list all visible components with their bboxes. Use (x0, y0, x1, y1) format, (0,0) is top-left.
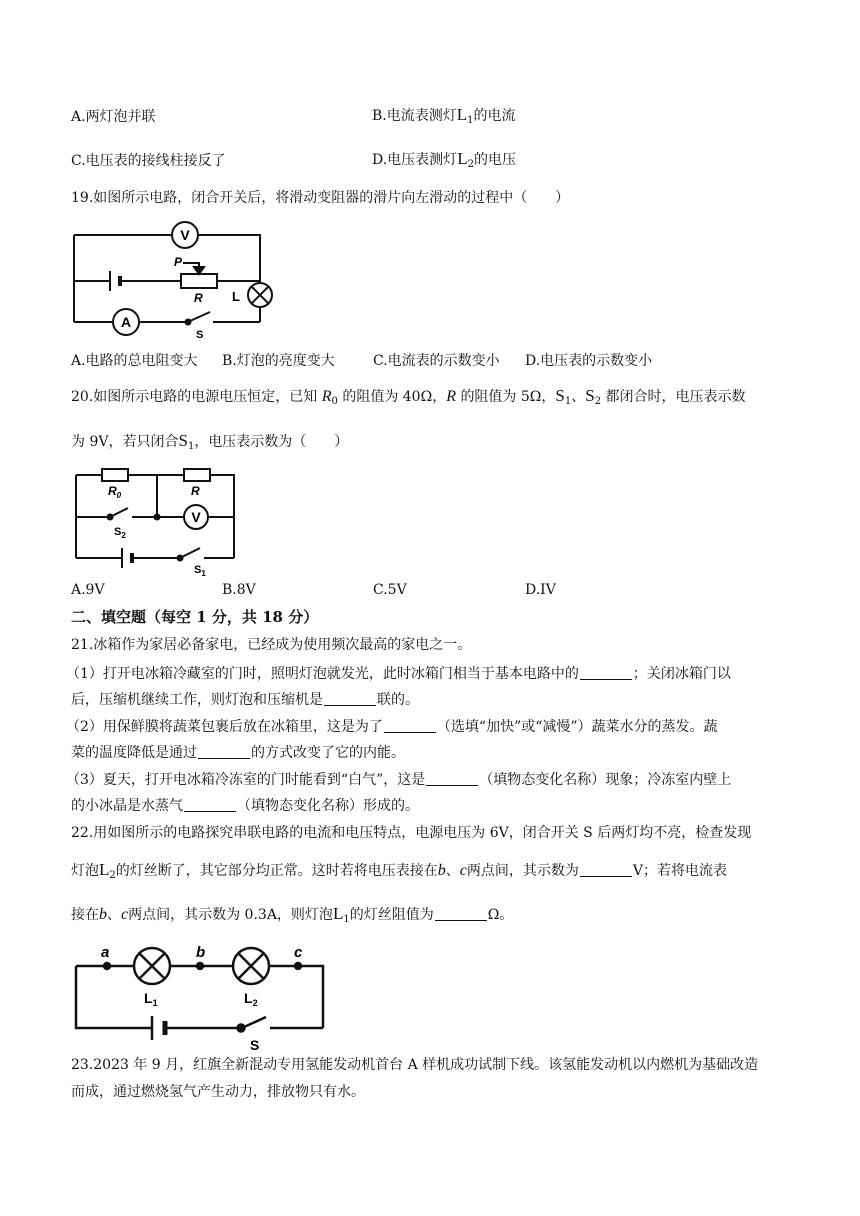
q20-s2-label: $S_2$ (114, 526, 126, 540)
q19-slider-label: P (174, 255, 183, 269)
q21-blank-3[interactable] (384, 718, 436, 733)
section-heading-fill-in: 二、填空题（每空 1 分，共 18 分） (71, 608, 319, 626)
q19-ammeter-label: A (120, 314, 132, 330)
q21-blank-1[interactable] (580, 665, 632, 680)
q23-stem-line1: 23.2023 年 9 月，红旗全新混动专用氢能发动机首台 A 样机成功试制下线。该氢能发动机以内燃机为基础改造 (71, 1057, 759, 1073)
q21-blank-5[interactable] (426, 771, 478, 786)
q18-option-b: B.电流表测灯$L_1$的电流 (372, 105, 516, 126)
q20-r-label: R (191, 484, 200, 498)
q20-option-c: C.5V (373, 582, 407, 598)
q21-part1-line1: （1）打开电冰箱冷藏室的门时，照明灯泡就发光，此时冰箱门相当于基本电路中的 ；关闭冰箱门以 (66, 666, 731, 682)
q18-option-d: D.电压表测灯$L_2$的电压 (372, 149, 516, 170)
q22-point-a: a (101, 944, 110, 961)
q19-option-d: D.电压表的示数变小 (525, 353, 653, 369)
q21-part2-line1: （2）用保鲜膜将蔬菜包裹后放在冰箱里，这是为了 （选填“加快”或“减慢”）蔬菜水分的蒸发。蔬 (66, 719, 718, 735)
q22-blank-2[interactable] (435, 906, 487, 921)
q22-stem-line3: 接在b、c两点间，其示数为 0.3A，则灯泡$L_1$的灯丝阻值为 Ω。 (71, 904, 514, 925)
q19-option-a: A.电路的总电阻变大 (71, 353, 198, 369)
q19-switch-label: S (196, 329, 204, 341)
q19-circuit-diagram (70, 220, 280, 341)
q22-lamp-l2-label: $L_2$ (244, 990, 258, 1008)
q19-option-b: B.灯泡的亮度变大 (222, 353, 335, 369)
q20-option-d: D.IV (525, 582, 556, 598)
q21-stem: 21.冰箱作为家居必备家电，已经成为使用频次最高的家电之一。 (71, 637, 472, 653)
q21-part3-line1: （3）夏天，打开电冰箱冷冻室的门时能看到“白气”，这是 （填物态变化名称）现象；冷冻室内壁上 (66, 772, 732, 788)
q18-option-a: A.两灯泡并联 (71, 109, 156, 125)
q23-stem-line2: 而成，通过燃烧氢气产生动力，排放物只有水。 (71, 1084, 365, 1100)
q20-voltmeter-label: V (191, 509, 201, 525)
q22-lamp-l1-label: $L_1$ (144, 990, 158, 1008)
q20-circuit-diagram (70, 465, 240, 580)
q19-rheostat-label: R (194, 291, 203, 305)
q21-part1-line2: 后，压缩机继续工作，则灯泡和压缩机是 联的。 (71, 692, 419, 708)
q20-r0-label: $R_0$ (108, 484, 122, 500)
q22-stem-line1: 22.用如图所示的电路探究串联电路的电流和电压特点，电源电压为 6V，闭合开关 S 后两灯均不亮，检查发现 (71, 825, 752, 841)
q20-stem-line2: 为 9V，若只闭合$S_1$，电压表示数为（ ） (71, 431, 349, 452)
q19-stem: 19.如图所示电路，闭合开关后，将滑动变阻器的滑片向左滑动的过程中（ ） (71, 190, 570, 206)
q18-option-c: C.电压表的接线柱接反了 (71, 153, 226, 169)
q22-switch-label: S (250, 1037, 260, 1053)
q22-blank-1[interactable] (580, 862, 632, 877)
q21-part3-line2: 的小冰晶是水蒸气 （填物态变化名称）形成的。 (71, 798, 419, 814)
q22-stem-line2: 灯泡$L_2$的灯丝断了，其它部分均正常。这时若将电压表接在b、c两点间，其示数为 V；若将电流表 (71, 860, 727, 881)
q22-point-c: c (294, 944, 303, 961)
q21-blank-2[interactable] (324, 691, 376, 706)
q21-blank-6[interactable] (184, 797, 236, 812)
q19-option-c: C.电流表的示数变小 (373, 353, 500, 369)
q20-option-b: B.8V (222, 582, 256, 598)
q20-stem-line1: 20.如图所示电路的电源电压恒定，已知 $R_0$ 的阻值为 40Ω，R 的阻值为 5Ω，$S_1$、$S_2$ 都闭合时，电压表示数 (71, 386, 746, 407)
q21-part2-line2: 菜的温度降低是通过 的方式改变了它的内能。 (71, 745, 405, 761)
q19-voltmeter-label: V (180, 227, 190, 243)
q20-option-a: A.9V (71, 582, 105, 598)
q20-s1-label: $S_1$ (194, 564, 206, 578)
q19-lamp-label: L (232, 289, 240, 304)
q22-circuit-diagram (70, 938, 332, 1053)
q22-point-b: b (196, 944, 206, 961)
q21-blank-4[interactable] (198, 744, 250, 759)
